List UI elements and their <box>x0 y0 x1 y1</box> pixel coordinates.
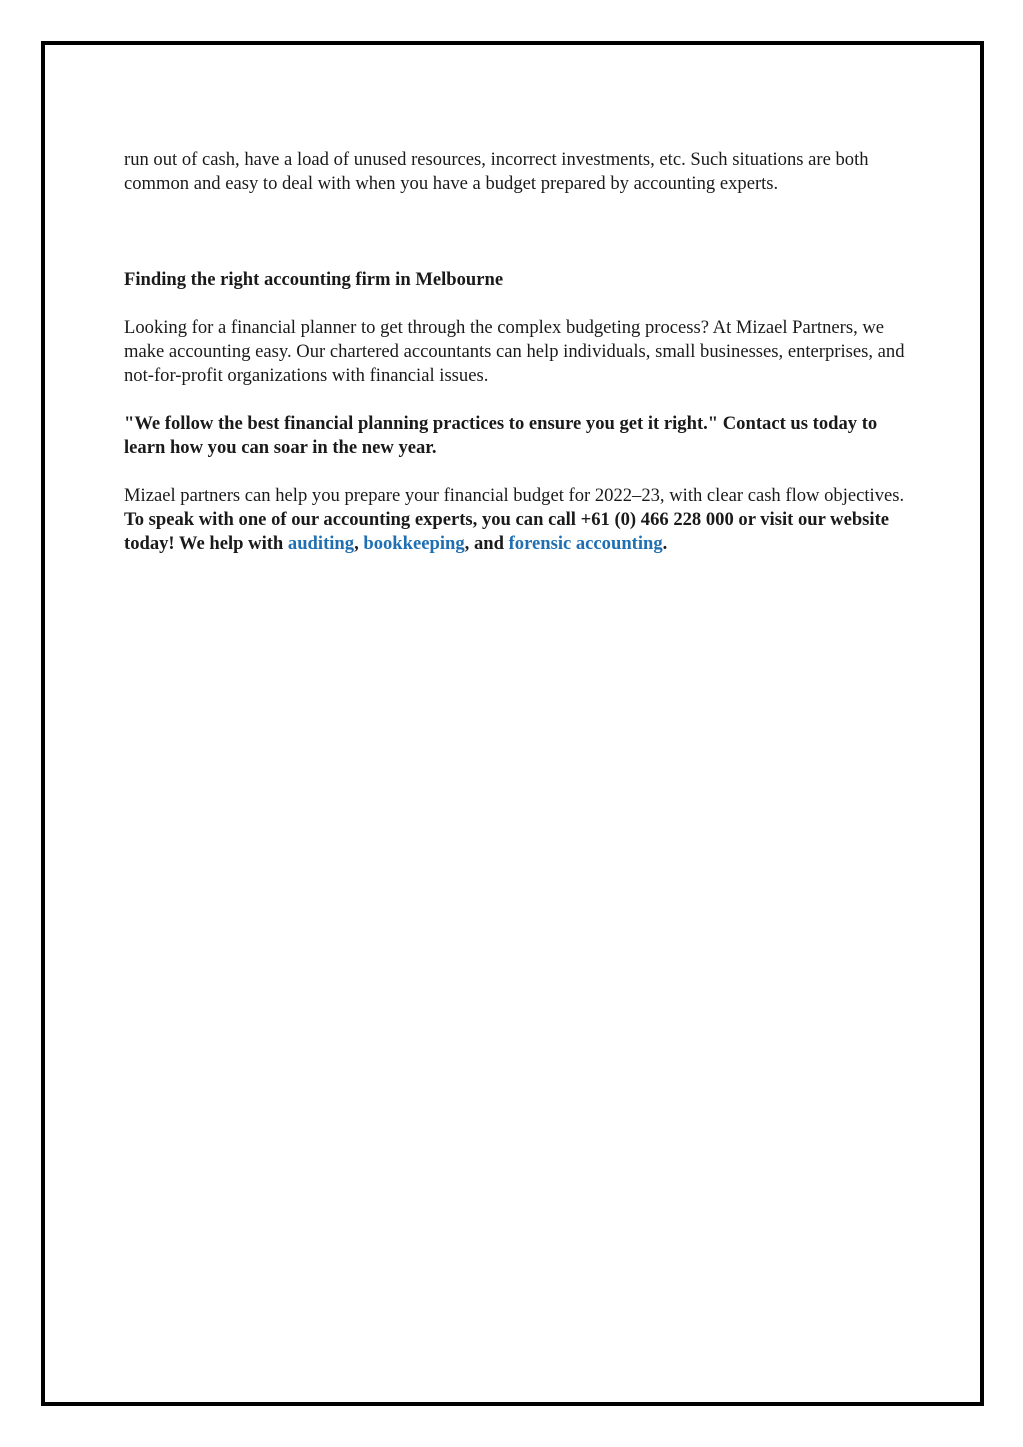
closing-plain-text: Mizael partners can help you prepare your financial budget for 2022–23, with clear cash flow objectives. <box>124 485 905 506</box>
link-auditing[interactable]: auditing <box>287 533 355 554</box>
closing-bold-text: To speak with one of our accounting experts, you can call +61 (0) 466 228 000 or visit our website today! We help with <box>124 509 890 554</box>
link-forensic-accounting[interactable]: forensic accounting <box>508 533 663 554</box>
link-bookkeeping[interactable]: bookkeeping <box>363 533 465 554</box>
separator-comma: , <box>354 533 364 554</box>
section-heading: Finding the right accounting firm in Melbourne <box>124 269 504 290</box>
quote-paragraph: "We follow the best financial planning practices to ensure you get it right." Contact us today to learn how you can soar in the new year. <box>124 413 878 458</box>
separator-and: , and <box>464 533 509 554</box>
planner-paragraph: Looking for a financial planner to get through the complex budgeting process? At Mizael Partners, we make accounting easy. Our chartered accountants can help individuals, small businesses, enterprises, and not-for-profit organizations with financial issues. <box>124 317 905 386</box>
document-body <box>124 148 914 556</box>
intro-paragraph: run out of cash, have a load of unused resources, incorrect investments, etc. Such situations are both common and easy to deal with when you have a budget prepared by accounting experts. <box>124 149 869 194</box>
closing-paragraph <box>124 484 914 556</box>
closing-period: . <box>662 533 668 554</box>
